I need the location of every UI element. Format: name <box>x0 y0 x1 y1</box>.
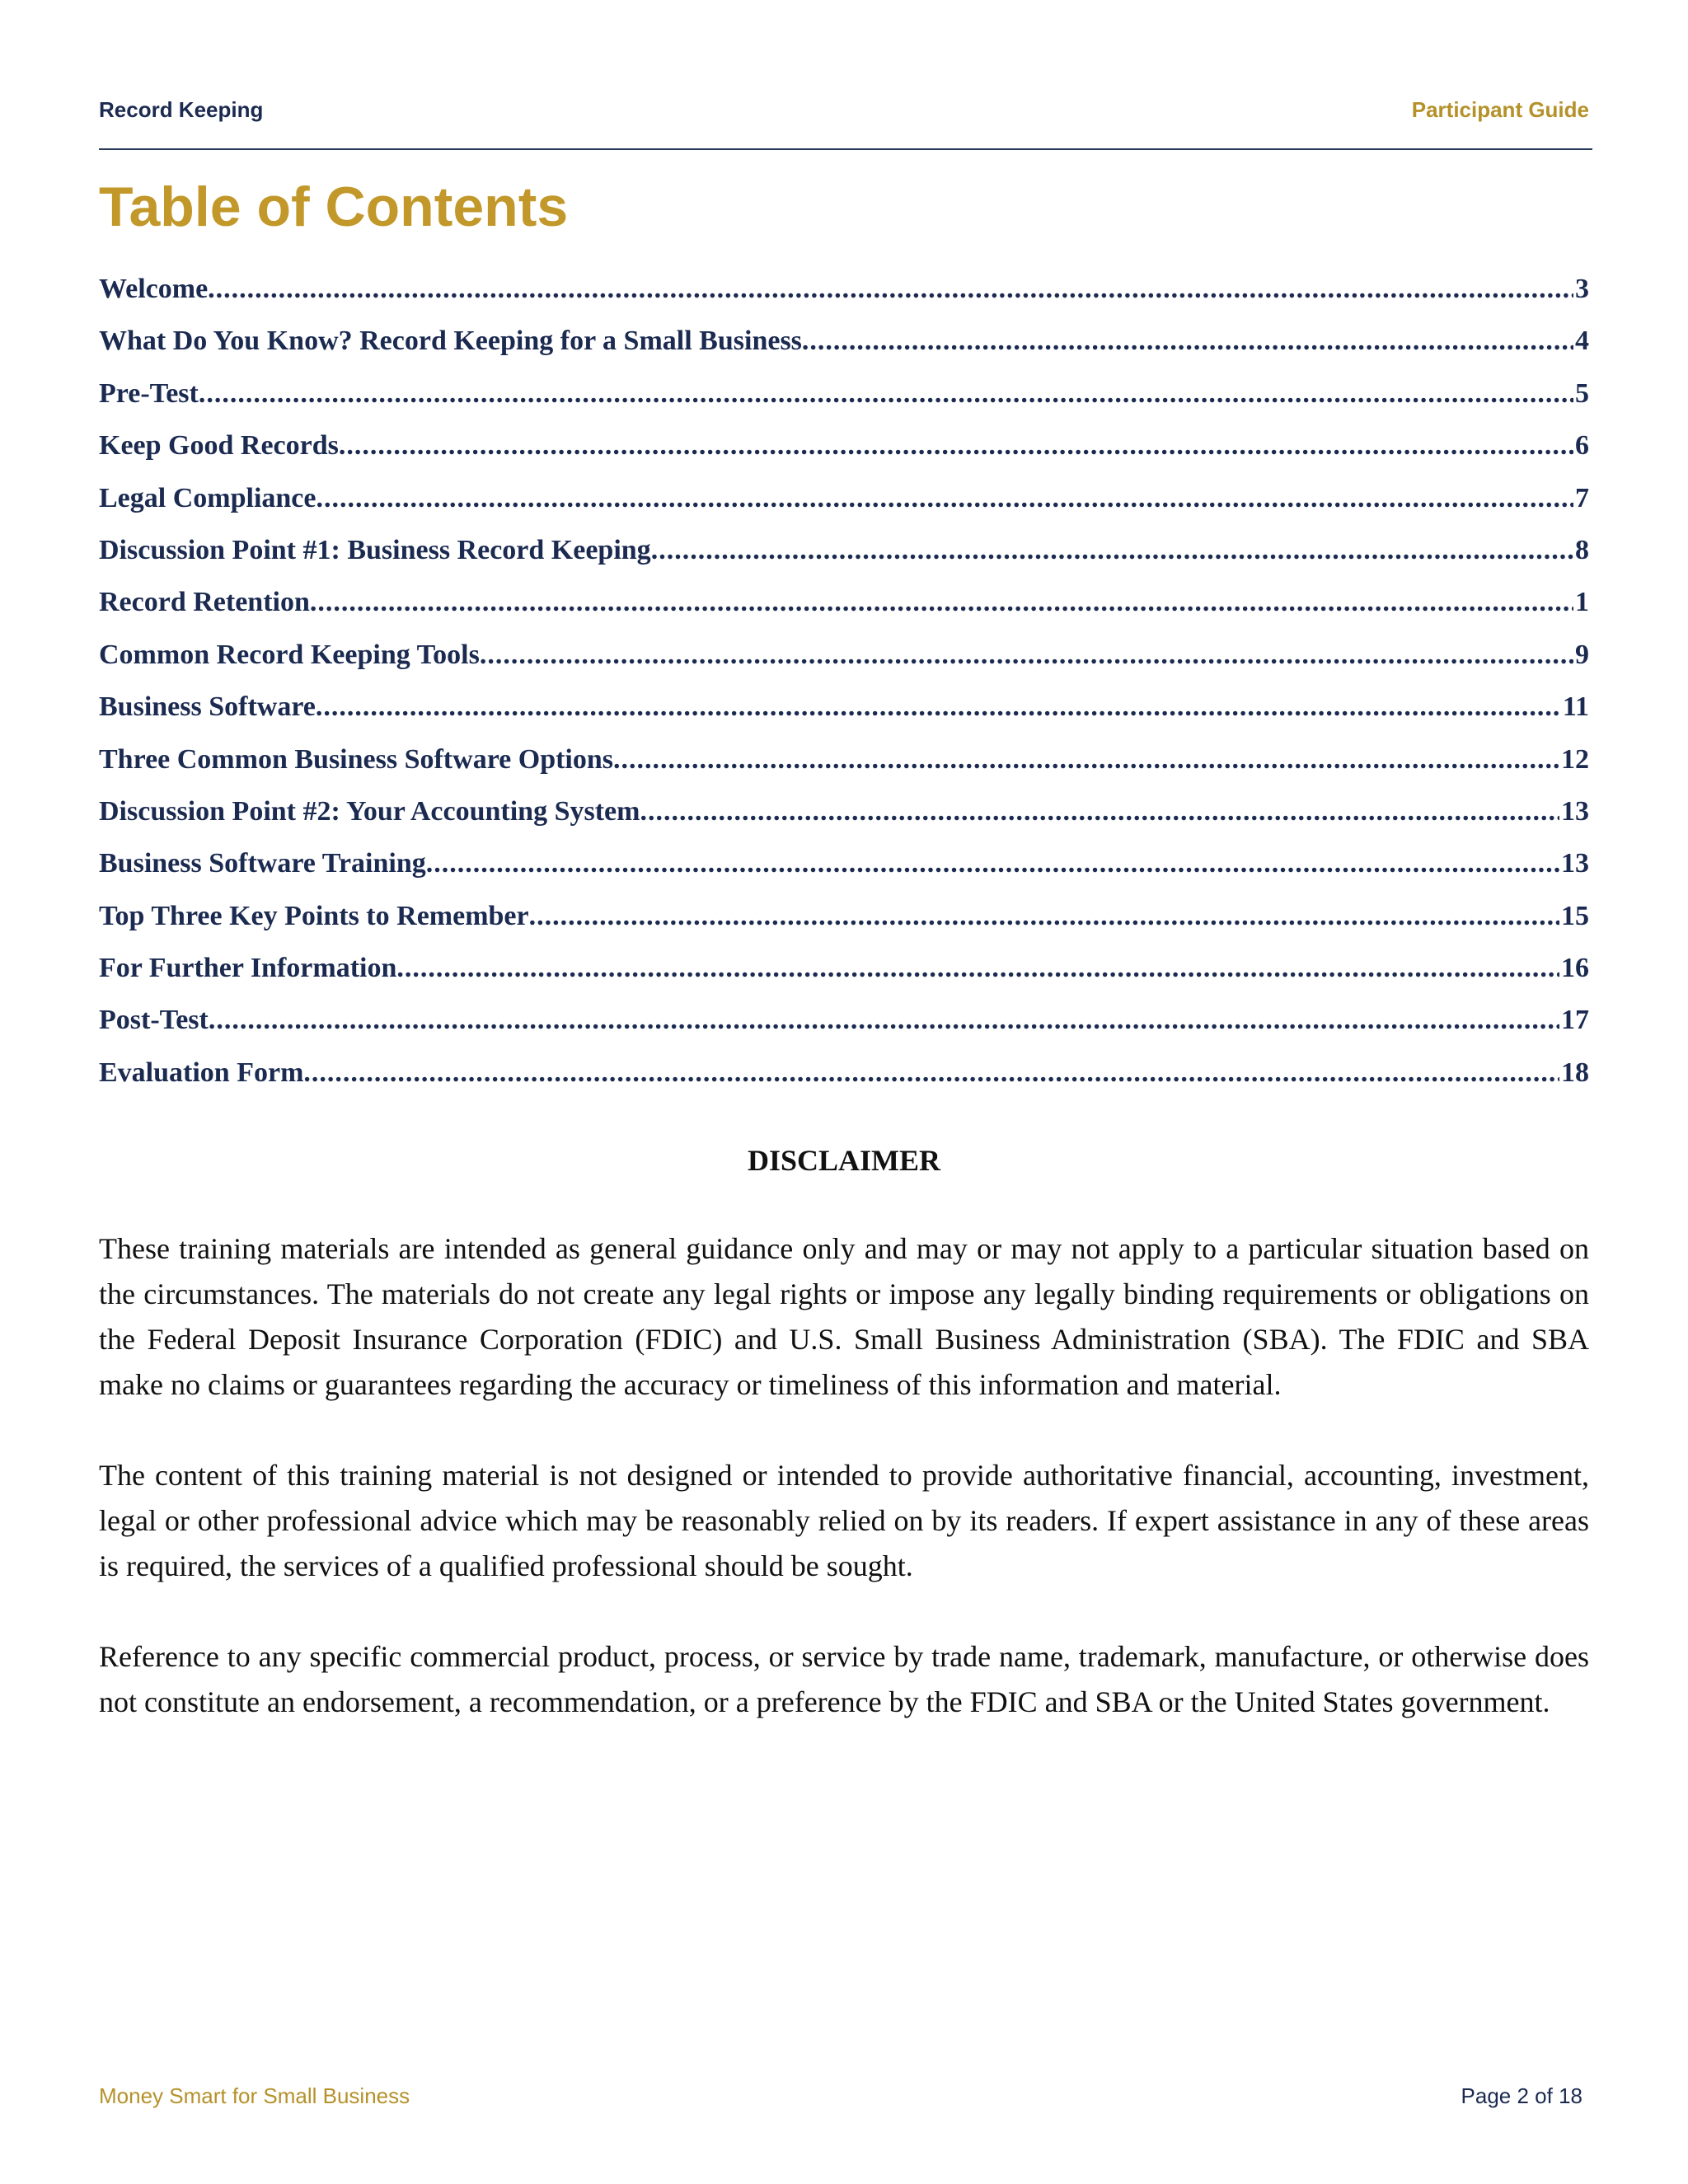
toc-entry-page: 1 <box>1575 587 1589 618</box>
toc-title: Table of Contents <box>99 176 569 238</box>
dot-leader <box>208 265 1573 313</box>
toc-entry-page: 11 <box>1562 691 1589 723</box>
toc-entry-page: 9 <box>1575 639 1589 670</box>
toc-entry[interactable] <box>99 996 1589 1048</box>
toc-entry[interactable] <box>99 370 1589 422</box>
dot-leader <box>426 840 1559 888</box>
toc-entry-page: 13 <box>1561 795 1589 827</box>
dot-leader <box>802 317 1573 365</box>
footer-series-title: Money Smart for Small Business <box>99 2083 410 2108</box>
toc-entry-page: 5 <box>1575 377 1589 409</box>
toc-entry[interactable] <box>99 579 1589 630</box>
table-of-contents <box>99 265 1589 1101</box>
dot-leader <box>529 893 1559 940</box>
toc-entry-label: What Do You Know? Record Keeping for a Small Business <box>99 326 802 357</box>
page-header <box>99 97 1589 127</box>
dot-leader <box>316 475 1573 523</box>
toc-entry-label: Pre-Test <box>99 377 199 409</box>
dot-leader <box>303 1049 1559 1097</box>
toc-entry[interactable] <box>99 317 1589 369</box>
toc-entry-page: 17 <box>1561 1005 1589 1036</box>
toc-entry[interactable] <box>99 893 1589 944</box>
dot-leader <box>339 422 1573 470</box>
toc-entry-label: Top Three Key Points to Remember <box>99 900 529 931</box>
dot-leader <box>199 370 1573 418</box>
toc-entry-page: 13 <box>1561 848 1589 879</box>
disclaimer-paragraph: These training materials are intended as general guidance only and may or may not apply to a particular situation based on the circumstances. The materials do not create any legal rights or impose any legally binding requirements or obligations on the Federal Deposit Insurance Corporation (FDIC) and U.S. Small Business Administration (SBA). The FDIC and SBA make no claims or guarantees regarding the accuracy or timeliness of this information and material. <box>99 1232 1589 1401</box>
toc-entry[interactable] <box>99 840 1589 892</box>
toc-entry[interactable] <box>99 527 1589 579</box>
dot-leader <box>640 788 1559 836</box>
footer-page-number: Page 2 of 18 <box>1461 2083 1582 2108</box>
toc-entry-page: 16 <box>1561 953 1589 984</box>
toc-entry-label: Welcome <box>99 274 209 304</box>
disclaimer-body <box>99 1226 1589 1770</box>
toc-entry-label: Common Record Keeping Tools <box>99 639 480 670</box>
toc-entry-label: Legal Compliance <box>99 482 316 513</box>
toc-entry-page: 7 <box>1575 482 1589 513</box>
toc-entry-page: 18 <box>1561 1057 1589 1088</box>
header-document-title: Record Keeping <box>99 97 264 122</box>
toc-entry[interactable] <box>99 788 1589 840</box>
toc-entry-label: Record Retention <box>99 587 310 618</box>
toc-entry[interactable] <box>99 944 1589 996</box>
page-footer <box>99 2083 1589 2113</box>
toc-entry[interactable] <box>99 422 1589 474</box>
toc-entry-label: Three Common Business Software Options <box>99 743 614 775</box>
toc-entry[interactable] <box>99 683 1589 735</box>
document-page <box>99 0 1589 2184</box>
dot-leader <box>310 579 1573 626</box>
toc-entry-label: Keep Good Records <box>99 430 339 462</box>
toc-entry-label: Post-Test <box>99 1005 209 1036</box>
toc-entry-label: Business Software <box>99 691 316 723</box>
header-divider <box>99 148 1592 150</box>
dot-leader <box>480 631 1573 679</box>
disclaimer-paragraph: The content of this training material is not designed or intended to provide authoritative financial, accounting, investment, legal or other professional advice which may be reasonably relied on by its readers. If expert assistance in any of these areas is required, the services of a qualified professional should be sought. <box>99 1459 1589 1582</box>
toc-entry[interactable] <box>99 1049 1589 1101</box>
dot-leader <box>651 527 1573 574</box>
toc-entry[interactable] <box>99 475 1589 527</box>
dot-leader <box>316 683 1561 731</box>
toc-entry-page: 15 <box>1561 900 1589 931</box>
toc-entry-label: For Further Information <box>99 953 397 984</box>
toc-entry-label: Evaluation Form <box>99 1057 304 1088</box>
toc-entry-page: 6 <box>1575 430 1589 462</box>
toc-entry[interactable] <box>99 736 1589 788</box>
dot-leader <box>209 996 1559 1044</box>
toc-entry-label: Discussion Point #2: Your Accounting System <box>99 795 640 827</box>
toc-entry-page: 12 <box>1561 743 1589 775</box>
toc-entry-page: 3 <box>1575 274 1589 304</box>
dot-leader <box>396 944 1559 992</box>
toc-entry-page: 8 <box>1575 534 1589 565</box>
header-guide-label: Participant Guide <box>1411 97 1589 122</box>
toc-entry-label: Discussion Point #1: Business Record Keeping <box>99 534 651 565</box>
dot-leader <box>613 736 1559 784</box>
toc-entry-label: Business Software Training <box>99 848 426 879</box>
disclaimer-paragraph: Reference to any specific commercial product, process, or service by trade name, trademark, manufacture, or otherwise does not constitute an endorsement, a recommendation, or a preference by the FDIC and SBA or the United States government. <box>99 1640 1589 1718</box>
toc-entry[interactable] <box>99 265 1589 317</box>
disclaimer-heading: DISCLAIMER <box>747 1144 941 1177</box>
toc-entry-page: 4 <box>1575 326 1589 357</box>
toc-entry[interactable] <box>99 631 1589 683</box>
